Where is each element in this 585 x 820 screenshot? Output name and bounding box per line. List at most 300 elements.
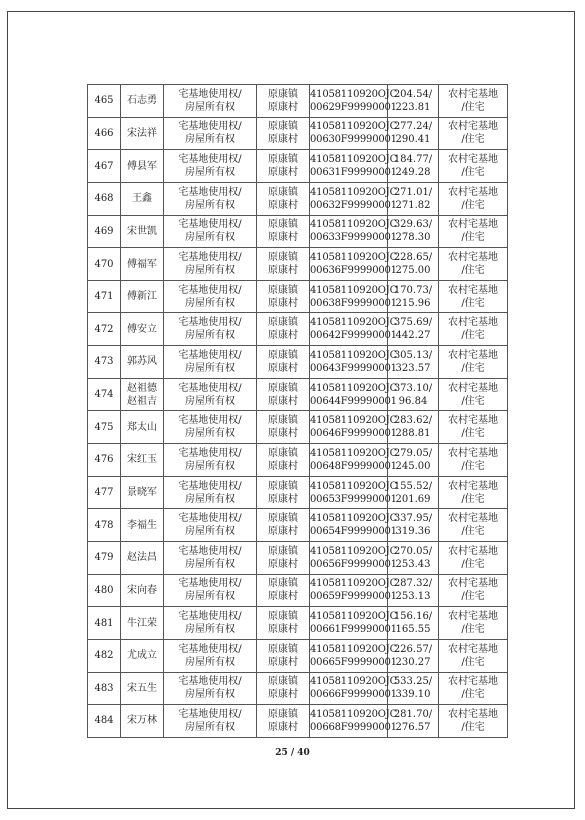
holder-name-cell <box>121 117 164 150</box>
area-cell <box>388 117 439 150</box>
area-cell-line: 278.30 <box>395 232 431 244</box>
table-row <box>88 248 508 281</box>
right-type-cell-line: 房屋所有权 <box>185 493 235 505</box>
parcel-code-cell-line: 41058110920OJC <box>310 480 398 492</box>
holder-name-cell-line: 赵祖吉 <box>127 395 157 407</box>
holder-name-cell <box>121 248 164 281</box>
right-type-cell-line: 房屋所有权 <box>185 624 235 636</box>
area-cell-line: 323.57 <box>395 362 431 374</box>
area-cell <box>388 705 439 738</box>
area-cell <box>388 346 439 379</box>
land-use-cell-line: /住宅 <box>461 362 485 374</box>
parcel-code-cell <box>310 215 398 248</box>
land-use-cell <box>439 411 508 444</box>
table-row <box>88 280 508 313</box>
area-cell-line: 230.27 <box>395 656 431 668</box>
parcel-code-cell-line: 41058110920OJC <box>310 317 398 329</box>
holder-name-cell <box>121 639 164 672</box>
parcel-code-cell <box>310 476 398 509</box>
holder-name-cell <box>121 313 164 346</box>
location-cell-line: 原康镇 <box>268 154 298 166</box>
parcel-code-cell <box>310 705 398 738</box>
parcel-code-cell <box>310 541 398 574</box>
table-row <box>88 346 508 379</box>
holder-name-cell-line: 景晓军 <box>127 487 157 498</box>
right-type-cell <box>164 346 257 379</box>
area-cell-line: 245.00 <box>395 460 431 472</box>
parcel-code-cell <box>310 639 398 672</box>
holder-name-cell-line: 宋万林 <box>127 715 157 727</box>
area-cell-line: 156.16/ <box>393 611 433 623</box>
land-use-cell-line: /住宅 <box>461 232 485 244</box>
right-type-cell <box>164 411 257 444</box>
land-use-cell <box>439 639 508 672</box>
record-number-cell: 484 <box>88 705 121 738</box>
location-cell-line: 原康村 <box>268 101 298 113</box>
parcel-code-cell-line: 00642F99990001 <box>310 330 397 342</box>
record-number-cell: 480 <box>88 574 121 607</box>
holder-name-cell <box>121 444 164 477</box>
land-use-cell <box>439 117 508 150</box>
right-type-cell <box>164 574 257 607</box>
area-cell-line: 288.81 <box>395 428 431 440</box>
record-number-cell: 467 <box>88 150 121 183</box>
right-type-cell <box>164 117 257 150</box>
location-cell-line: 原康镇 <box>268 284 298 296</box>
right-type-cell-line: 宅基地使用权/ <box>178 252 242 264</box>
right-type-cell <box>164 705 257 738</box>
land-use-cell-line: /住宅 <box>461 624 485 636</box>
area-cell-line: 276.57 <box>395 721 431 733</box>
right-type-cell-line: 房屋所有权 <box>185 232 235 244</box>
area-cell-line: 290.41 <box>395 134 431 146</box>
holder-name-cell-line: 郭苏风 <box>127 356 157 368</box>
parcel-code-cell-line: 41058110920OJC <box>310 252 398 264</box>
parcel-code-cell-line: 41058110920OJC <box>310 578 398 590</box>
area-cell-line: 184.77/ <box>393 154 433 166</box>
right-type-cell-line: 房屋所有权 <box>185 265 235 277</box>
right-type-cell <box>164 248 257 281</box>
area-cell-line: 226.57/ <box>393 643 433 655</box>
location-cell-line: 原康镇 <box>268 349 298 361</box>
table-row <box>88 672 508 705</box>
right-type-cell-line: 房屋所有权 <box>185 460 235 472</box>
parcel-code-cell <box>310 509 398 542</box>
location-cell-line: 原康村 <box>268 428 298 440</box>
location-cell-line: 原康镇 <box>268 219 298 231</box>
record-number-cell: 472 <box>88 313 121 346</box>
right-type-cell-line: 房屋所有权 <box>185 199 235 211</box>
table-row <box>88 607 508 640</box>
right-type-cell <box>164 509 257 542</box>
area-cell-line: 155.52/ <box>393 480 433 492</box>
area-cell <box>388 509 439 542</box>
area-cell-line: 170.73/ <box>393 284 433 296</box>
parcel-code-cell-line: 41058110920OJC <box>310 415 398 427</box>
location-cell-line: 原康镇 <box>268 382 298 394</box>
location-cell-line: 原康村 <box>268 526 298 538</box>
parcel-code-cell <box>310 150 398 183</box>
parcel-code-cell <box>310 182 398 215</box>
area-cell-line: 442.27 <box>395 330 431 342</box>
record-number-cell: 468 <box>88 182 121 215</box>
land-use-cell <box>439 541 508 574</box>
area-cell-line: 223.81 <box>395 101 431 113</box>
location-cell-line: 原康村 <box>268 460 298 472</box>
parcel-code-cell-line: 41058110920OJC <box>310 708 398 720</box>
land-use-cell-line: /住宅 <box>461 199 485 211</box>
area-cell <box>388 248 439 281</box>
table-row <box>88 215 508 248</box>
right-type-cell-line: 房屋所有权 <box>185 721 235 733</box>
right-type-cell-line: 宅基地使用权/ <box>178 708 242 720</box>
land-use-cell-line: 农村宅基地 <box>448 349 498 361</box>
location-cell <box>257 672 310 705</box>
right-type-cell <box>164 476 257 509</box>
holder-name-cell <box>121 607 164 640</box>
location-cell-line: 原康村 <box>268 297 298 309</box>
parcel-code-cell <box>310 444 398 477</box>
parcel-code-cell <box>310 346 398 379</box>
table-row <box>88 182 508 215</box>
area-cell <box>388 280 439 313</box>
land-use-cell-line: 农村宅基地 <box>448 611 498 623</box>
location-cell-line: 原康村 <box>268 558 298 570</box>
holder-name-cell <box>121 476 164 509</box>
area-cell-line: 204.54/ <box>393 88 433 100</box>
record-number-cell: 483 <box>88 672 121 705</box>
record-number-cell: 470 <box>88 248 121 281</box>
land-use-cell <box>439 672 508 705</box>
holder-name-cell-line: 宋世凯 <box>127 225 157 237</box>
land-use-cell <box>439 346 508 379</box>
land-use-cell-line: 农村宅基地 <box>448 382 498 394</box>
right-type-cell-line: 房屋所有权 <box>185 297 235 309</box>
area-cell <box>388 182 439 215</box>
holder-name-cell-line: 赵法昌 <box>127 552 157 564</box>
area-cell-line: 165.55 <box>395 624 431 636</box>
right-type-cell <box>164 378 257 411</box>
holder-name-cell <box>121 85 164 118</box>
land-use-cell-line: 农村宅基地 <box>448 317 498 329</box>
right-type-cell <box>164 215 257 248</box>
right-type-cell <box>164 182 257 215</box>
record-number-cell: 469 <box>88 215 121 248</box>
area-cell-line: 253.43 <box>395 558 431 570</box>
land-use-cell-line: /住宅 <box>461 591 485 603</box>
holder-name-cell-line: 宋法祥 <box>127 127 157 139</box>
table-row <box>88 476 508 509</box>
land-use-cell-line: /住宅 <box>461 265 485 277</box>
right-type-cell-line: 宅基地使用权/ <box>178 611 242 623</box>
right-type-cell <box>164 444 257 477</box>
right-type-cell <box>164 85 257 118</box>
right-type-cell-line: 宅基地使用权/ <box>178 121 242 133</box>
table-row <box>88 444 508 477</box>
parcel-code-cell-line: 00668F99990001 <box>310 721 397 733</box>
location-cell <box>257 182 310 215</box>
right-type-cell <box>164 280 257 313</box>
land-use-cell-line: 农村宅基地 <box>448 708 498 720</box>
land-use-cell-line: 农村宅基地 <box>448 88 498 100</box>
land-use-cell-line: /住宅 <box>461 721 485 733</box>
area-cell-line: 287.32/ <box>393 578 433 590</box>
area-cell-line: 96.84 <box>398 395 428 407</box>
area-cell <box>388 639 439 672</box>
right-type-cell-line: 房屋所有权 <box>185 591 235 603</box>
location-cell-line: 原康镇 <box>268 415 298 427</box>
location-cell-line: 原康镇 <box>268 480 298 492</box>
right-type-cell-line: 宅基地使用权/ <box>178 676 242 688</box>
right-type-cell-line: 房屋所有权 <box>185 167 235 179</box>
location-cell-line: 原康村 <box>268 330 298 342</box>
right-type-cell-line: 房屋所有权 <box>185 395 235 407</box>
right-type-cell-line: 宅基地使用权/ <box>178 317 242 329</box>
land-use-cell-line: 农村宅基地 <box>448 284 498 296</box>
area-cell <box>388 574 439 607</box>
area-cell-line: 281.70/ <box>393 708 433 720</box>
parcel-code-cell-line: 00638F99990001 <box>310 297 397 309</box>
right-type-cell-line: 房屋所有权 <box>185 428 235 440</box>
right-type-cell-line: 房屋所有权 <box>185 330 235 342</box>
area-cell <box>388 411 439 444</box>
right-type-cell-line: 宅基地使用权/ <box>178 578 242 590</box>
right-type-cell-line: 宅基地使用权/ <box>178 382 242 394</box>
land-use-cell-line: 农村宅基地 <box>448 513 498 525</box>
land-use-cell-line: /住宅 <box>461 101 485 113</box>
holder-name-cell <box>121 215 164 248</box>
right-type-cell-line: 宅基地使用权/ <box>178 154 242 166</box>
land-use-cell-line: /住宅 <box>461 656 485 668</box>
holder-name-cell <box>121 411 164 444</box>
right-type-cell-line: 宅基地使用权/ <box>178 284 242 296</box>
location-cell-line: 原康村 <box>268 721 298 733</box>
parcel-code-cell-line: 00653F99990001 <box>310 493 397 505</box>
area-cell-line: 279.05/ <box>393 447 433 459</box>
parcel-code-cell <box>310 85 398 118</box>
area-cell-line: 375.69/ <box>393 317 433 329</box>
land-use-cell <box>439 215 508 248</box>
area-cell-line: 215.96 <box>395 297 431 309</box>
land-use-cell <box>439 248 508 281</box>
location-cell <box>257 280 310 313</box>
parcel-code-cell-line: 00632F99990001 <box>310 199 397 211</box>
location-cell-line: 原康村 <box>268 265 298 277</box>
area-cell <box>388 85 439 118</box>
land-use-cell-line: 农村宅基地 <box>448 643 498 655</box>
land-use-cell-line: 农村宅基地 <box>448 121 498 133</box>
area-cell <box>388 541 439 574</box>
parcel-code-cell-line: 00656F99990001 <box>310 558 397 570</box>
land-use-cell-line: 农村宅基地 <box>448 676 498 688</box>
land-use-cell-line: 农村宅基地 <box>448 545 498 557</box>
parcel-code-cell-line: 41058110920OJC <box>310 349 398 361</box>
land-use-cell-line: 农村宅基地 <box>448 578 498 590</box>
parcel-code-cell-line: 41058110920OJC <box>310 447 398 459</box>
location-cell <box>257 248 310 281</box>
location-cell <box>257 444 310 477</box>
location-cell-line: 原康村 <box>268 362 298 374</box>
parcel-code-cell <box>310 378 398 411</box>
location-cell <box>257 541 310 574</box>
right-type-cell-line: 房屋所有权 <box>185 656 235 668</box>
holder-name-cell-line: 牛江荣 <box>127 617 157 629</box>
location-cell-line: 原康镇 <box>268 545 298 557</box>
record-number-cell: 478 <box>88 509 121 542</box>
right-type-cell-line: 房屋所有权 <box>185 526 235 538</box>
land-use-cell-line: /住宅 <box>461 689 485 701</box>
holder-name-cell-line: 傅县军 <box>127 160 157 172</box>
parcel-code-cell-line: 41058110920OJC <box>310 611 398 623</box>
location-cell-line: 原康村 <box>268 689 298 701</box>
parcel-code-cell <box>310 280 398 313</box>
holder-name-cell <box>121 705 164 738</box>
location-cell-line: 原康镇 <box>268 252 298 264</box>
location-cell <box>257 476 310 509</box>
table-row <box>88 639 508 672</box>
location-cell <box>257 705 310 738</box>
land-use-cell <box>439 607 508 640</box>
area-cell-line: 339.10 <box>395 689 431 701</box>
table-row <box>88 541 508 574</box>
land-use-cell-line: 农村宅基地 <box>448 415 498 427</box>
location-cell-line: 原康镇 <box>268 611 298 623</box>
location-cell-line: 原康村 <box>268 199 298 211</box>
record-number-cell: 471 <box>88 280 121 313</box>
area-cell-line: 275.00 <box>395 265 431 277</box>
holder-name-cell-line: 郑太山 <box>127 421 157 433</box>
land-use-cell-line: /住宅 <box>461 428 485 440</box>
land-use-cell-line: 农村宅基地 <box>448 480 498 492</box>
holder-name-cell-line: 宋向春 <box>127 584 157 596</box>
area-cell-line: 337.95/ <box>393 513 433 525</box>
parcel-code-cell-line: 41058110920OJC <box>310 219 398 231</box>
table-row <box>88 85 508 118</box>
land-use-cell <box>439 85 508 118</box>
parcel-code-cell-line: 41058110920OJC <box>310 154 398 166</box>
record-number-cell: 477 <box>88 476 121 509</box>
land-use-cell-line: 农村宅基地 <box>448 154 498 166</box>
parcel-code-cell <box>310 607 398 640</box>
area-cell <box>388 607 439 640</box>
area-cell-line: 373.10/ <box>393 382 433 394</box>
parcel-code-cell-line: 00633F99990001 <box>310 232 397 244</box>
location-cell-line: 原康村 <box>268 232 298 244</box>
location-cell-line: 原康村 <box>268 656 298 668</box>
record-number-cell: 475 <box>88 411 121 444</box>
area-cell-line: 271.01/ <box>393 186 433 198</box>
land-use-cell-line: /住宅 <box>461 330 485 342</box>
parcel-code-cell-line: 41058110920OJC <box>310 121 398 133</box>
area-cell-line: 249.28 <box>395 167 431 179</box>
parcel-code-cell-line: 00661F99990001 <box>310 624 397 636</box>
right-type-cell-line: 宅基地使用权/ <box>178 643 242 655</box>
location-cell <box>257 85 310 118</box>
area-cell <box>388 313 439 346</box>
location-cell <box>257 117 310 150</box>
right-type-cell-line: 宅基地使用权/ <box>178 480 242 492</box>
records-table <box>87 84 508 738</box>
table-row <box>88 574 508 607</box>
holder-name-cell-line: 石志勇 <box>127 95 157 107</box>
right-type-cell-line: 宅基地使用权/ <box>178 545 242 557</box>
record-number-cell: 482 <box>88 639 121 672</box>
right-type-cell <box>164 541 257 574</box>
record-number-cell: 481 <box>88 607 121 640</box>
land-use-cell-line: /住宅 <box>461 460 485 472</box>
land-use-cell-line: /住宅 <box>461 134 485 146</box>
area-cell <box>388 476 439 509</box>
parcel-code-cell-line: 41058110920OJC <box>310 186 398 198</box>
records-table-body <box>88 85 508 738</box>
parcel-code-cell-line: 00659F99990001 <box>310 591 397 603</box>
location-cell-line: 原康村 <box>268 167 298 179</box>
location-cell <box>257 215 310 248</box>
area-cell-line: 201.69 <box>395 493 431 505</box>
land-use-cell <box>439 574 508 607</box>
holder-name-cell <box>121 182 164 215</box>
holder-name-cell-line: 宋红玉 <box>127 454 157 466</box>
parcel-code-cell-line: 00636F99990001 <box>310 265 397 277</box>
land-use-cell-line: 农村宅基地 <box>448 219 498 231</box>
holder-name-cell-line: 王鑫 <box>132 193 152 205</box>
holder-name-cell-line: 赵祖德 <box>127 382 157 394</box>
table-row <box>88 313 508 346</box>
area-cell <box>388 215 439 248</box>
location-cell-line: 原康镇 <box>268 513 298 525</box>
page-number: 25 / 40 <box>275 748 310 758</box>
area-cell-line: 253.13 <box>395 591 431 603</box>
land-use-cell-line: /住宅 <box>461 167 485 179</box>
right-type-cell <box>164 672 257 705</box>
holder-name-cell-line: 李福生 <box>127 519 157 531</box>
right-type-cell-line: 房屋所有权 <box>185 558 235 570</box>
location-cell <box>257 411 310 444</box>
holder-name-cell <box>121 672 164 705</box>
holder-name-cell <box>121 574 164 607</box>
area-cell-line: 270.05/ <box>393 545 433 557</box>
location-cell-line: 原康村 <box>268 134 298 146</box>
area-cell-line: 319.36 <box>395 526 431 538</box>
land-use-cell-line: 农村宅基地 <box>448 186 498 198</box>
location-cell-line: 原康镇 <box>268 676 298 688</box>
right-type-cell-line: 宅基地使用权/ <box>178 513 242 525</box>
land-use-cell <box>439 280 508 313</box>
holder-name-cell <box>121 346 164 379</box>
parcel-code-cell-line: 41058110920OJC <box>310 382 398 394</box>
land-use-cell <box>439 150 508 183</box>
parcel-code-cell-line: 00631F99990001 <box>310 167 397 179</box>
parcel-code-cell-line: 41058110920OJC <box>310 545 398 557</box>
right-type-cell-line: 房屋所有权 <box>185 134 235 146</box>
location-cell <box>257 313 310 346</box>
location-cell-line: 原康镇 <box>268 708 298 720</box>
right-type-cell-line: 宅基地使用权/ <box>178 415 242 427</box>
land-use-cell <box>439 476 508 509</box>
location-cell-line: 原康镇 <box>268 643 298 655</box>
record-number-cell: 479 <box>88 541 121 574</box>
holder-name-cell-line: 尤成立 <box>127 650 157 662</box>
land-use-cell-line: /住宅 <box>461 558 485 570</box>
area-cell-line: 277.24/ <box>393 121 433 133</box>
area-cell <box>388 672 439 705</box>
right-type-cell <box>164 150 257 183</box>
area-cell <box>388 444 439 477</box>
land-use-cell-line: 农村宅基地 <box>448 252 498 264</box>
parcel-code-cell <box>310 117 398 150</box>
right-type-cell-line: 宅基地使用权/ <box>178 186 242 198</box>
parcel-code-cell-line: 41058110920OJC <box>310 88 398 100</box>
